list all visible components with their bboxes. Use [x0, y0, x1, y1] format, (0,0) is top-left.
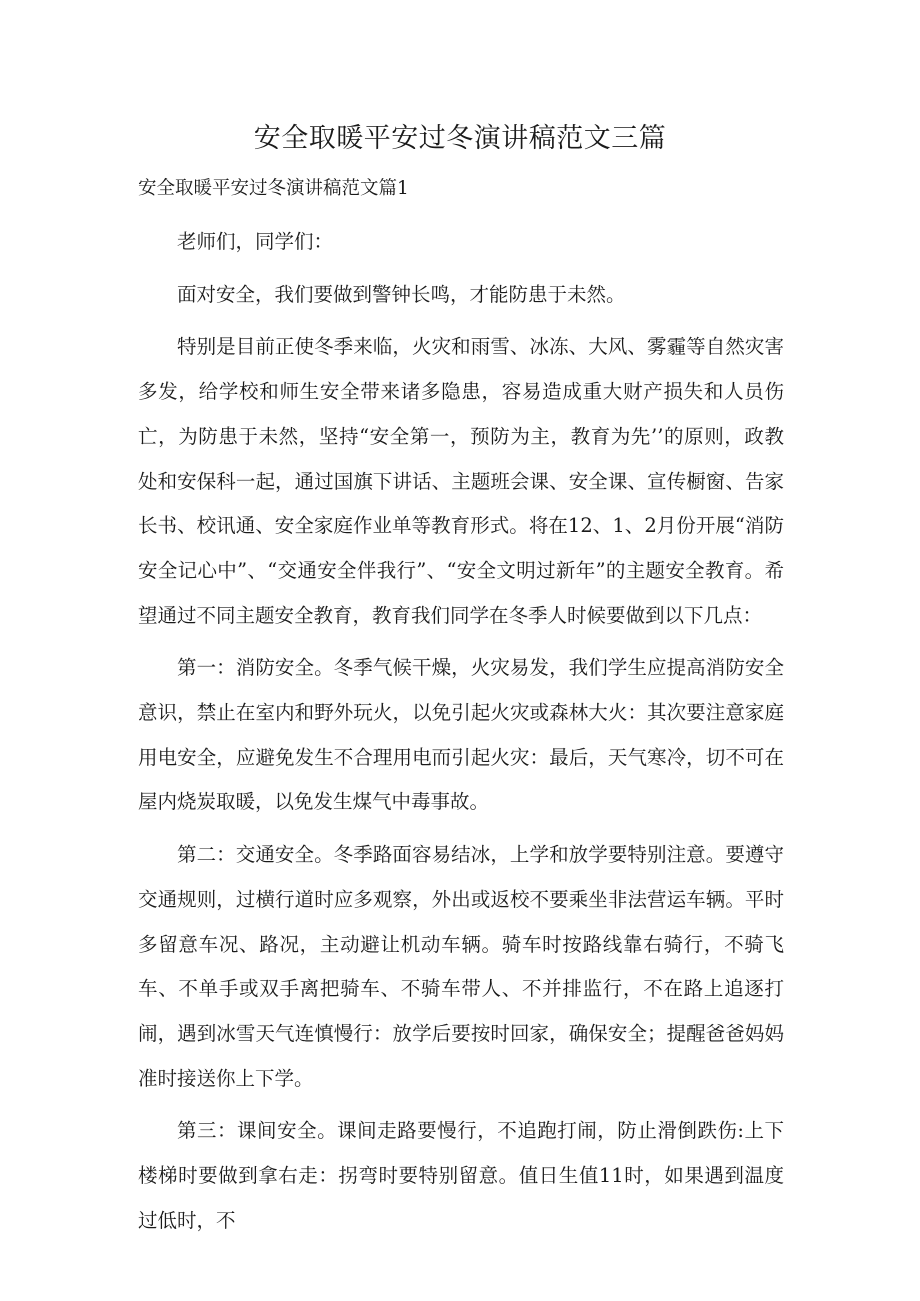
document-title: 安全取暖平安过冬演讲稿范文三篇 — [253, 123, 667, 154]
document-body — [138, 220, 784, 1251]
paragraph-break-safety: 第三：课间安全。课间走路要慢行，不追跑打闹，防止滑倒跌伤:上下楼梯时要做到拿右走：拐弯时要特别留意。值日生值11时，如果遇到温度过低时，不 — [138, 1119, 784, 1232]
paragraph-intro: 面对安全，我们要做到警钟长鸣，才能防患于未然。 — [177, 282, 626, 306]
paragraph-background: 特别是目前正使冬季来临，火灾和雨雪、冰冻、大风、雾霾等自然灾害多发，给学校和师生安全带来诸多隐患，容易造成重大财产损失和人员伤亡，为防患于未然，坚持“安全第一，预防为主，教育为先’’的原则，政教处和安保科一起，通过国旗下讲话、主题班会课、安全课、宣传橱窗、告家长书、校讯通、安全家庭作业单等教育形式。将在12、1、2月份开展“消防安全记心中”、“交通安全伴我行”、“安全文明过新年”的主题安全教育。希望通过不同主题安全教育，教育我们同学在冬季人时候要做到以下几点： — [138, 335, 784, 627]
section-heading: 安全取暖平安过冬演讲稿范文篇1 — [138, 178, 409, 199]
paragraph-traffic-safety: 第二：交通安全。冬季路面容易结冰，上学和放学要特别注意。要遵守交通规则，过横行道时应多观察，外出或返校不要乘坐非法营运车辆。平时多留意车况、路况，主动避让机动车辆。骑车时按路线靠右骑行，不骑飞车、不单手或双手离把骑车、不骑车带人、不并排监行，不在路上追逐打闹，遇到冰雪天气连慎慢行：放学后要按时回家，确保安全；提醒爸爸妈妈准时接送你上下学。 — [138, 843, 784, 1090]
paragraph-greeting: 老师们，同学们： — [177, 230, 334, 253]
paragraph-fire-safety: 第一：消防安全。冬季气候干燥，火灾易发，我们学生应提高消防安全意识，禁止在室内和野外玩火，以免引起火灾或森林大火：其次要注意家庭用电安全，应避免发生不合理用电而引起火灾：最后，天气寒冷，切不可在屋内烧炭取暖，以免发生煤气中毒事故。 — [138, 656, 784, 814]
